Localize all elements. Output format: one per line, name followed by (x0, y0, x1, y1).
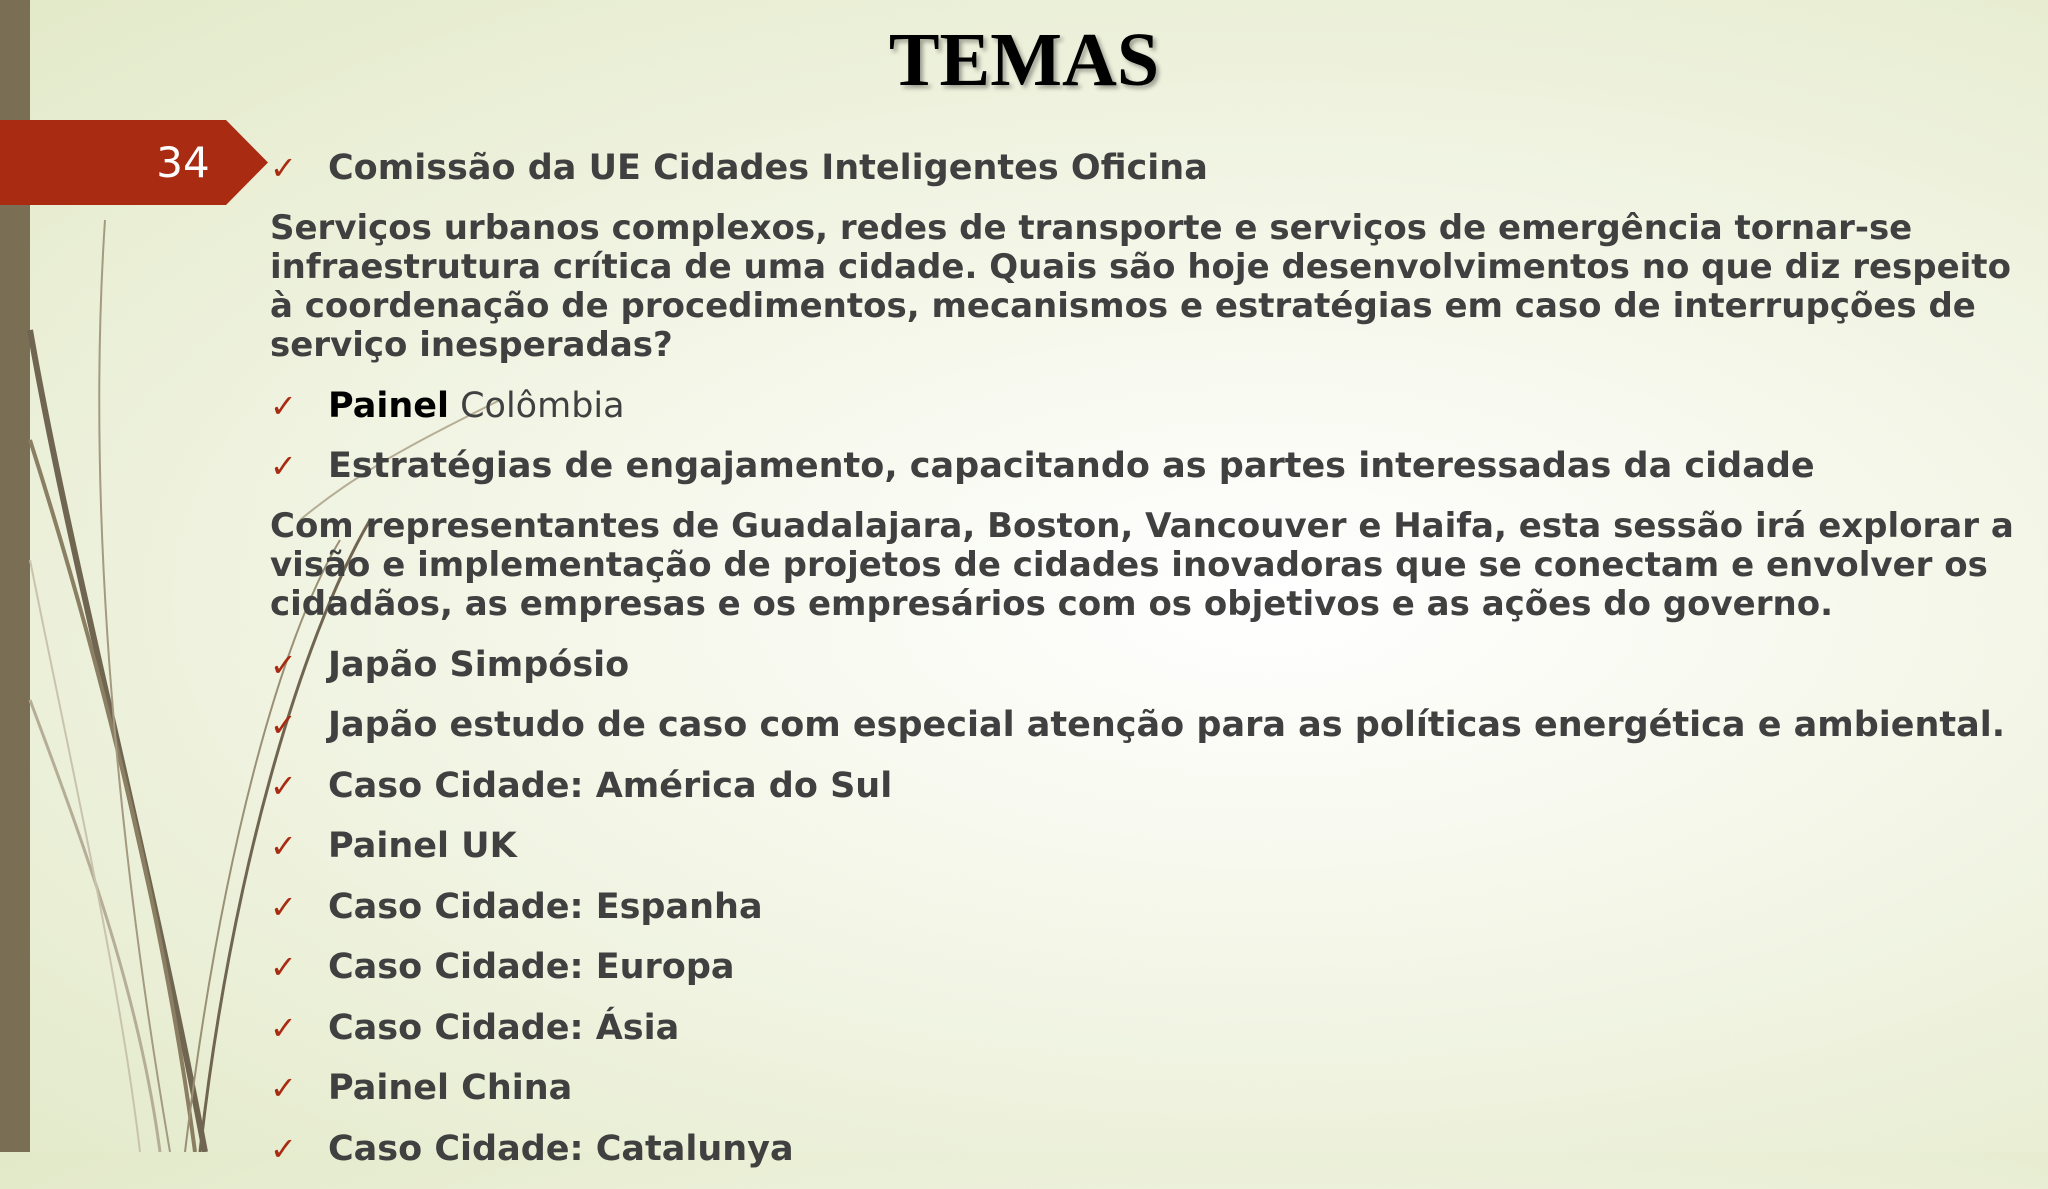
list-item (270, 148, 2022, 188)
list-item-text: Caso Cidade: Catalunya (328, 1128, 794, 1169)
list-item (270, 826, 2022, 866)
list-item-text: Caso Cidade: Ásia (328, 1007, 680, 1048)
checkmark-icon: ✓ (270, 766, 297, 805)
list-item-text: Japão Simpósio (328, 644, 630, 685)
list-item (270, 887, 2022, 927)
list-item-text: Caso Cidade: Europa (328, 947, 735, 987)
checkmark-icon: ✓ (270, 1069, 297, 1107)
checkmark-icon: ✓ (270, 149, 297, 187)
list-item-text: Comissão da UE Cidades Inteligentes Oficina (328, 148, 1208, 188)
list-item (270, 766, 2022, 806)
slide-title: TEMAS (888, 18, 1160, 102)
checkmark-icon: ✓ (270, 887, 297, 926)
checkmark-icon: ✓ (270, 447, 297, 485)
page-number-tab (0, 120, 268, 205)
checkmark-icon: ✓ (270, 645, 297, 684)
list-item (270, 1008, 2022, 1048)
checkmark-icon: ✓ (270, 948, 297, 986)
list-item (270, 446, 2022, 486)
checkmark-icon: ✓ (270, 1008, 297, 1047)
list-item-text-bold: Painel (328, 385, 449, 426)
slide-content (270, 148, 2022, 1189)
list-item-text: Caso Cidade: Espanha (328, 886, 763, 927)
list-item-text: Painel UK (328, 826, 517, 866)
list-item (270, 705, 2022, 745)
checkmark-icon: ✓ (270, 1129, 297, 1168)
page-number: 34 (156, 138, 210, 187)
checkmark-icon: ✓ (270, 386, 297, 425)
description-paragraph: Com representantes de Guadalajara, Boston, Vancouver e Haifa, esta sessão irá explorar a visão e implementação de projetos de cidades inovadoras que se conectam e envolver os cidadãos, as empresas e os empresários com os objetivos e as ações do governo. (270, 505, 2014, 624)
description-paragraph: Serviços urbanos complexos, redes de transporte e serviços de emergência tornar-se infraestrutura crítica de uma cidade. Quais são hoje desenvolvimentos no que diz respeito à coordenação de procedimentos, mecanismos e estratégias em caso de interrupções de serviço inesperadas? (270, 207, 2011, 365)
list-item-text: Japão estudo de caso com especial atenção para as políticas energética e ambiental. (328, 705, 2006, 745)
list-item-text: Caso Cidade: América do Sul (328, 765, 893, 806)
list-item (270, 1068, 2022, 1108)
list-item-text: Painel China (328, 1068, 573, 1108)
list-item (270, 947, 2022, 987)
checkmark-icon: ✓ (270, 827, 297, 865)
list-item (270, 645, 2022, 685)
list-item-text-regular: Colômbia (448, 385, 625, 426)
list-item-text: Estratégias de engajamento, capacitando as partes interessadas da cidade (328, 446, 1815, 486)
list-item (270, 386, 2022, 426)
list-item (270, 1129, 2022, 1169)
checkmark-icon: ✓ (270, 706, 297, 744)
